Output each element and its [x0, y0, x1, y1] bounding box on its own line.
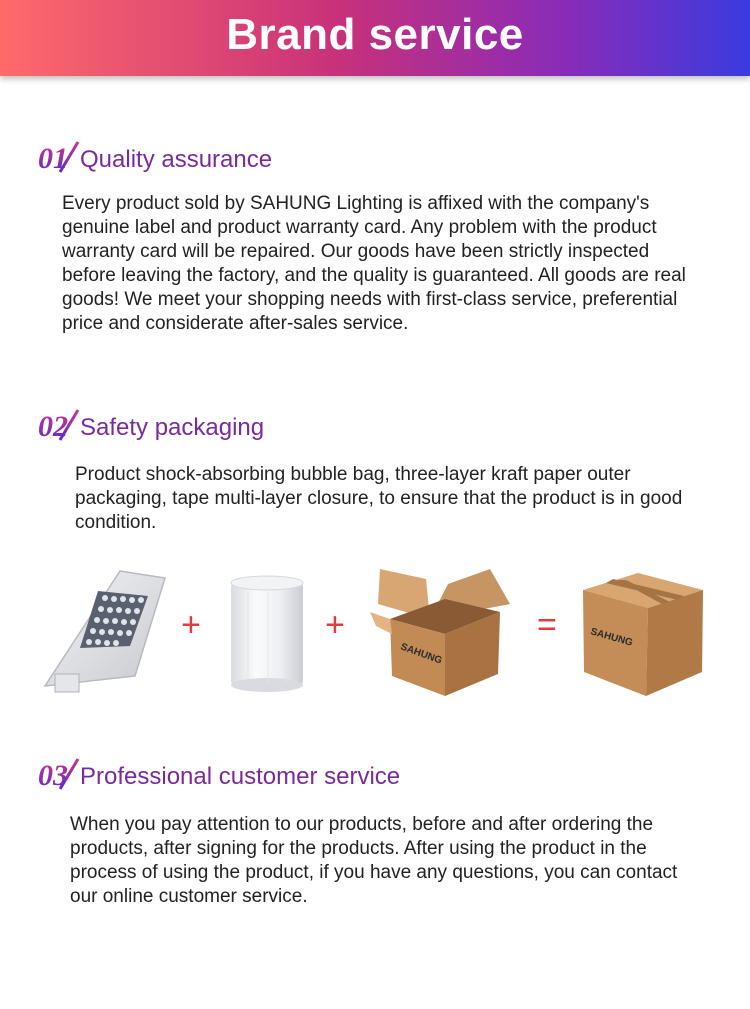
section-number: 01 — [38, 142, 68, 175]
bubble-wrap-roll-icon — [228, 574, 306, 694]
number-03-icon — [38, 755, 80, 795]
section-title: Professional customer service — [80, 763, 401, 790]
page-title: Brand service — [226, 10, 524, 59]
number-01-icon — [38, 138, 80, 178]
section-number: 03 — [38, 759, 68, 792]
section-packaging-body: Product shock-absorbing bubble bag, three-layer kraft paper outer packaging, tape multi-layer closure, to ensure that the product is in good condition. — [75, 464, 683, 533]
sealed-carton-box-icon — [578, 568, 708, 698]
section-service-body: When you pay attention to our products, before and after ordering the products, after signing for the products. After using the product in the process of using the product, if you have any questions, you can contact our online customer service. — [70, 814, 678, 907]
equals-operator: = — [537, 606, 557, 644]
section-number: 02 — [38, 410, 68, 443]
header-banner — [0, 0, 750, 76]
number-02-icon — [38, 406, 80, 446]
section-title: Quality assurance — [80, 146, 273, 173]
plus-operator: + — [181, 606, 201, 644]
packaging-equation — [0, 556, 750, 706]
section-quality-body: Every product sold by SAHUNG Lighting is affixed with the company's genuine label and product warranty card. Any problem with the product warranty card will be repaired. Our goods have been strictly inspected before leaving the factory, and the quality is guaranteed. All goods are real goods! We meet your shopping needs with first-class service, preferential price and considerate after-sales service. — [62, 193, 686, 334]
plus-operator: + — [325, 606, 345, 644]
open-carton-box-icon — [370, 564, 520, 704]
box-brand-label: SAHUNG — [589, 626, 634, 649]
street-light-product-icon — [40, 566, 170, 696]
box-brand-label: SAHUNG — [398, 641, 444, 667]
section-title: Safety packaging — [80, 414, 265, 441]
